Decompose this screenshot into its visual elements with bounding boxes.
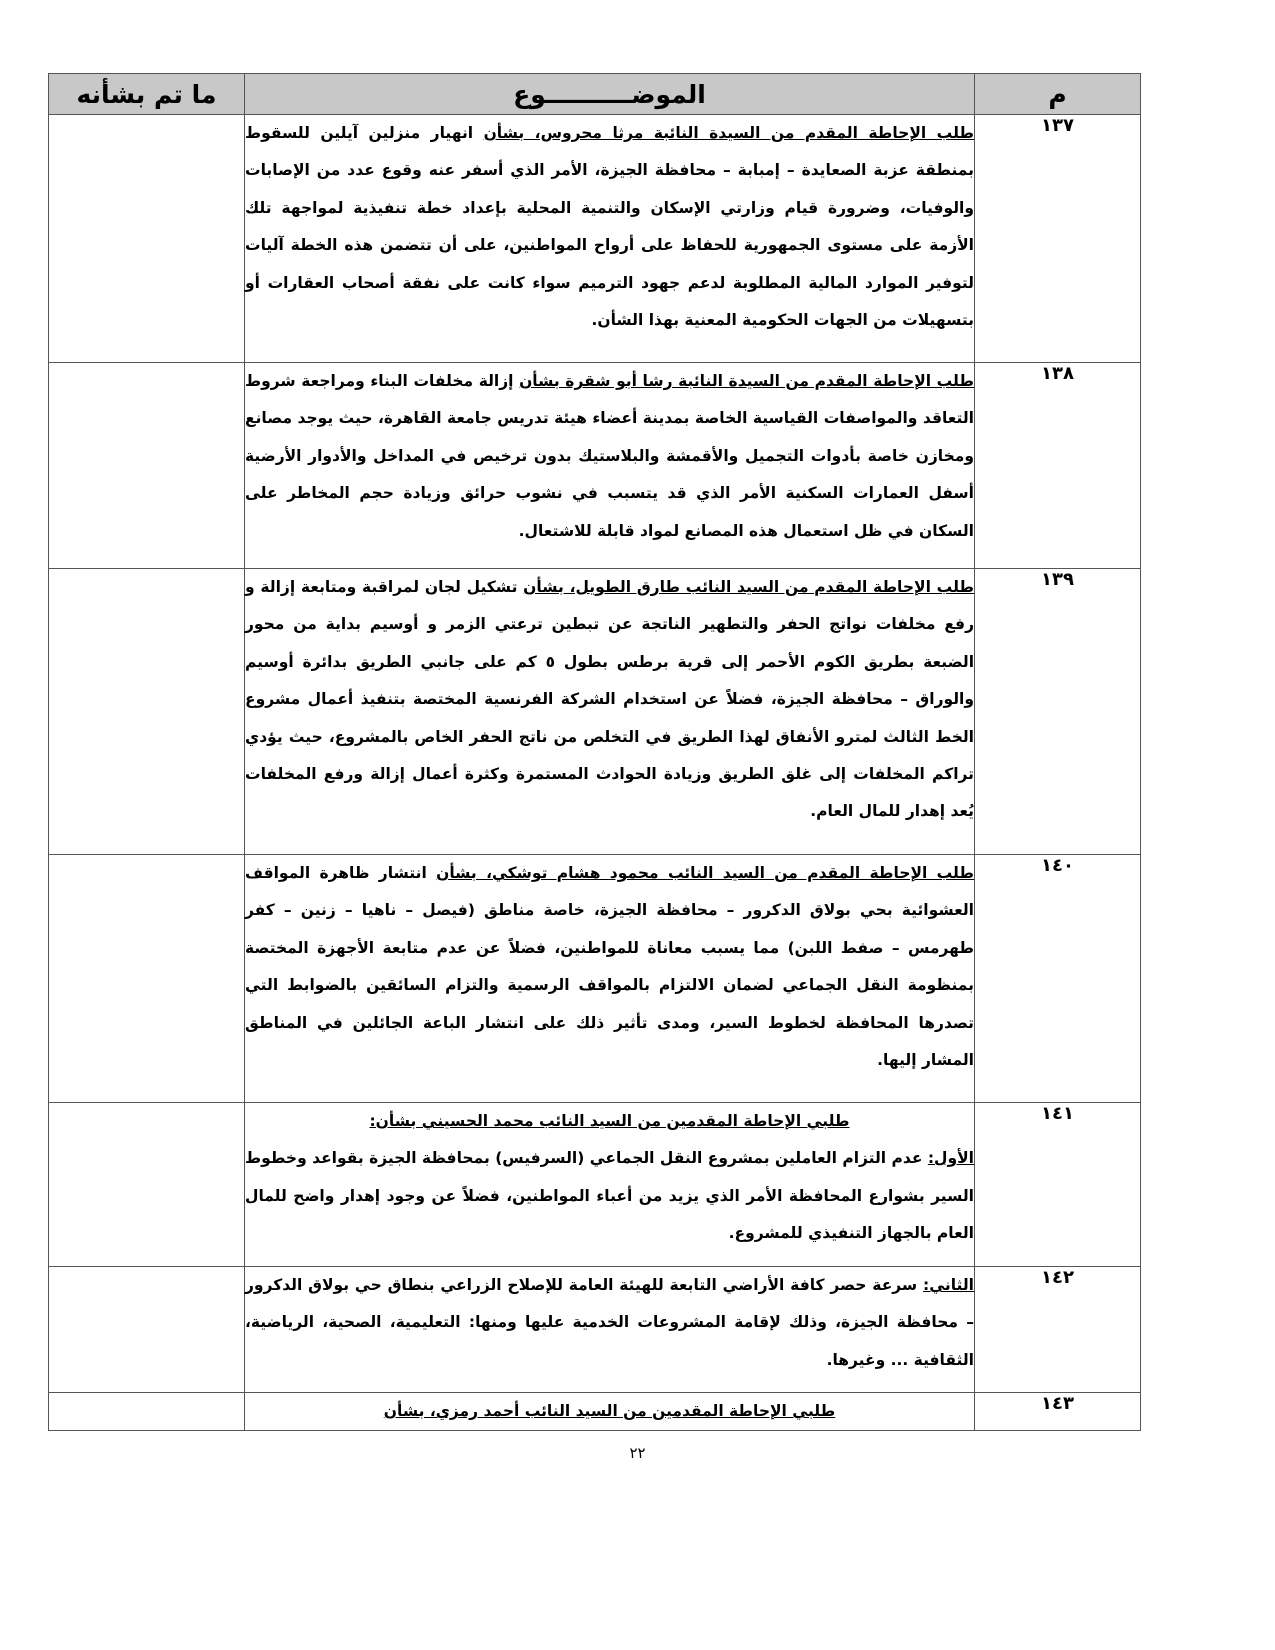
row-subject (245, 1393, 975, 1431)
table-row (49, 115, 1141, 363)
row-subject (245, 1267, 975, 1393)
header-subject: الموضــــــــــوع (245, 74, 975, 115)
request-lead: طلب الإحاطة المقدم من السيد النائب طارق الطويل، بشأن (523, 578, 975, 596)
agenda-table (48, 73, 1141, 1431)
request-lead: الأول: (927, 1149, 974, 1168)
row-number: ١٣٧ (975, 115, 1141, 363)
row-action (49, 1267, 245, 1393)
table-row (49, 1393, 1141, 1431)
row-subject (245, 363, 975, 569)
row-subject (245, 115, 975, 363)
request-lead: طلب الإحاطة المقدم من السيدة النائبة رشا أبو شقرة بشأن (519, 372, 974, 390)
row-number: ١٤٠ (975, 855, 1141, 1103)
table-row (49, 569, 1141, 855)
row-action (49, 363, 245, 569)
row-subject (245, 1103, 975, 1267)
table-header-row (49, 74, 1141, 115)
table-row (49, 1267, 1141, 1393)
request-heading: طلبي الإحاطة المقدمين من السيد النائب محمد الحسيني بشأن: (369, 1112, 850, 1130)
page-number: ٢٢ (629, 1444, 646, 1462)
table-row (49, 1103, 1141, 1267)
request-body: سرعة حصر كافة الأراضي التابعة للهيئة العامة للإصلاح الزراعي بنطاق حي بولاق الدكرور – محافظة الجيزة، وذلك لإقامة المشروعات الخدمية عليها ومنها: التعليمية، الصحية، الرياضية، الثقافية ... وغيرها. (245, 1276, 974, 1369)
request-body: إزالة مخلفات البناء ومراجعة شروط التعاقد والمواصفات القياسية الخاصة بمدينة أعضاء هيئة تدريس جامعة القاهرة، حيث يوجد مصانع ومخازن خاصة بأدوات التجميل والأقمشة والبلاستيك بدون ترخيص في المداخل والأدوار الأرضية أسفل العمارات السكنية الأمر الذي قد يتسبب في نشوب حرائق وزيادة حجم المخاطر على السكان في ظل استعمال هذه المصانع لمواد قابلة للاشتعال. (245, 372, 974, 540)
row-number: ١٤٣ (975, 1393, 1141, 1431)
row-number: ١٣٩ (975, 569, 1141, 855)
header-action: ما تم بشأنه (49, 74, 245, 115)
row-number: ١٤١ (975, 1103, 1141, 1267)
row-number: ١٤٢ (975, 1267, 1141, 1393)
request-body: تشكيل لجان لمراقبة ومتابعة إزالة و رفع مخلفات نواتج الحفر والتطهير الناتجة عن تبطين ترعتي الزمر و أوسيم بداية من محور الضبعة بطريق الكوم الأحمر إلى قرية برطس بطول ٥ كم على جانبي الطريق بدائرة أوسيم والوراق – محافظة الجيزة، فضلاً عن استخدام الشركة الفرنسية المختصة بتنفيذ أعمال مشروع الخط الثالث لمترو الأنفاق لهذا الطريق في التخلص من ناتج الحفر الخاص بالمشروع، حيث يؤدي تراكم المخلفات إلى غلق الطريق وزيادة الحوادث المستمرة وكثرة أعمال إزالة ورفع المخلفات يُعد إهدار للمال العام. (245, 578, 975, 821)
row-action (49, 1103, 245, 1267)
request-body: عدم التزام العاملين بمشروع النقل الجماعي (السرفيس) بمحافظة الجيزة بقواعد وخطوط السير بشوارع المحافظة الأمر الذي يزيد من أعباء المواطنين، فضلاً عن وجود إهدار واضح للمال العام بالجهاز التنفيذي للمشروع. (245, 1149, 974, 1243)
table-row (49, 855, 1141, 1103)
table-row (49, 363, 1141, 569)
request-lead: طلب الإحاطة المقدم من السيدة النائبة مرثا محروس، بشأن (483, 124, 974, 142)
row-action (49, 855, 245, 1103)
row-action (49, 115, 245, 363)
request-heading: طلبي الإحاطة المقدمين من السيد النائب أحمد رمزي، بشأن (383, 1402, 836, 1420)
row-number: ١٣٨ (975, 363, 1141, 569)
request-body: انتشار ظاهرة المواقف العشوائية بحي بولاق الدكرور – محافظة الجيزة، خاصة مناطق (فيصل – ناهيا – زنين – كفر طهرمس – صفط اللبن) مما يسبب معاناة للمواطنين، فضلاً عن عدم متابعة الأجهزة المختصة بمنظومة النقل الجماعي لضمان الالتزام بالمواقف الرسمية والتزام السائقين بالضوابط التي تصدرها المحافظة لخطوط السير، ومدى تأثير ذلك على انتشار الباعة الجائلين في المناطق المشار إليها. (245, 864, 974, 1070)
request-lead: طلب الإحاطة المقدم من السيد النائب محمود هشام توشكي، بشأن (436, 864, 974, 882)
row-action (49, 569, 245, 855)
row-subject (245, 855, 975, 1103)
row-action (49, 1393, 245, 1431)
request-body: انهيار منزلين آيلين للسقوط بمنطقة عزبة الصعايدة – إمبابة – محافظة الجيزة، الأمر الذي أسفر عنه وقوع عدد من الإصابات والوفيات، وضرورة قيام وزارتي الإسكان والتنمية المحلية بإعداد خطة تنفيذية لمواجهة تلك الأزمة على مستوى الجمهورية للحفاظ على أرواح المواطنين، على أن تتضمن هذه الخطة آليات لتوفير الموارد المالية المطلوبة لدعم جهود الترميم سواء كانت على نفقة أصحاب العقارات أو بتسهيلات من الجهات الحكومية المعنية بهذا الشأن. (245, 124, 974, 330)
header-number: م (975, 74, 1141, 115)
request-lead: الثاني: (923, 1276, 974, 1294)
row-subject (245, 569, 975, 855)
